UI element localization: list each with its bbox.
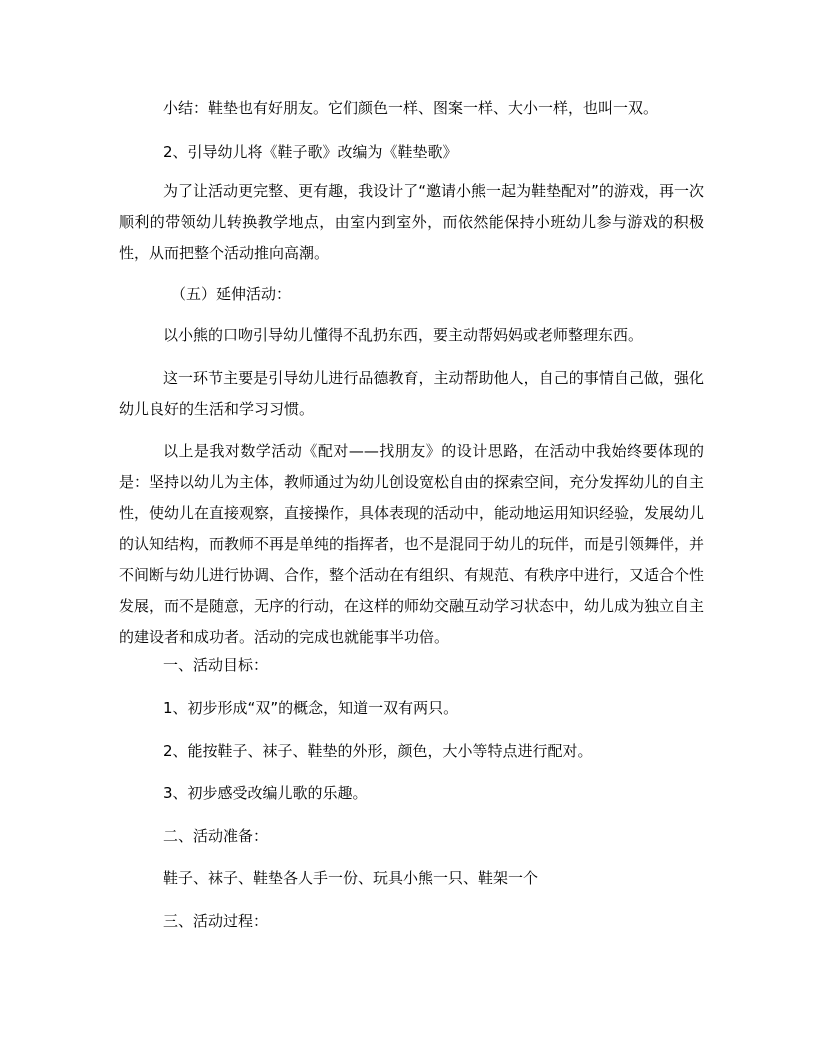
goal-2-item: 2、能按鞋子、袜子、鞋垫的外形，颜色，大小等特点进行配对。 (163, 742, 593, 760)
summary-paragraph: 小结：鞋垫也有好朋友。它们颜色一样、图案一样、大小一样，也叫一双。 (163, 99, 659, 117)
moral-education-paragraph: 这一环节主要是引导幼儿进行品德教育，主动帮助他人，自己的事情自己做，强化幼儿良好的生活和学习习惯。 (119, 369, 704, 418)
extension-activity-paragraph: 以小熊的口吻引导幼儿懂得不乱扔东西，要主动帮妈妈或老师整理东西。 (163, 326, 644, 344)
materials-paragraph: 鞋子、袜子、鞋垫各人手一份、玩具小熊一只、鞋架一个 (163, 869, 539, 887)
extension-activity-heading: （五）延伸活动： (171, 285, 292, 303)
step-2-heading: 2、引导幼儿将《鞋子歌》改编为《鞋垫歌》 (163, 143, 458, 161)
section-1-heading: 一、活动目标： (163, 656, 269, 674)
section-3-heading: 三、活动过程： (163, 912, 269, 930)
design-summary-paragraph: 以上是我对数学活动《配对——找朋友》的设计思路，在活动中我始终要体现的是：坚持以幼儿为主体，教师通过为幼儿创设宽松自由的探索空间，充分发挥幼儿的自主性，使幼儿在直接观察，直接操作，具体表现的活动中，能动地运用知识经验，发展幼儿的认知结构，而教师不再是单纯的指挥者，也不是混同于幼儿的玩伴，而是引领舞伴，并不间断与幼儿进行协调、合作，整个活动在有组织、有规范、有秩序中进行，又适合个性发展，而不是随意，无序的行动，在这样的师幼交融互动学习状态中，幼儿成为独立自主的建设者和成功者。活动的完成也就能事半功倍。 (119, 442, 705, 646)
goal-3-item: 3、初步感受改编儿歌的乐趣。 (163, 784, 368, 802)
design-rationale-paragraph: 为了让活动更完整、更有趣，我设计了“邀请小熊一起为鞋垫配对”的游戏，再一次顺利的带领幼儿转换教学地点，由室内到室外，而依然能保持小班幼儿参与游戏的积极性，从而把整个活动推向高潮。 (119, 182, 704, 262)
goal-1-item: 1、初步形成“双”的概念，知道一双有两只。 (163, 699, 459, 717)
section-2-heading: 二、活动准备： (163, 827, 269, 845)
